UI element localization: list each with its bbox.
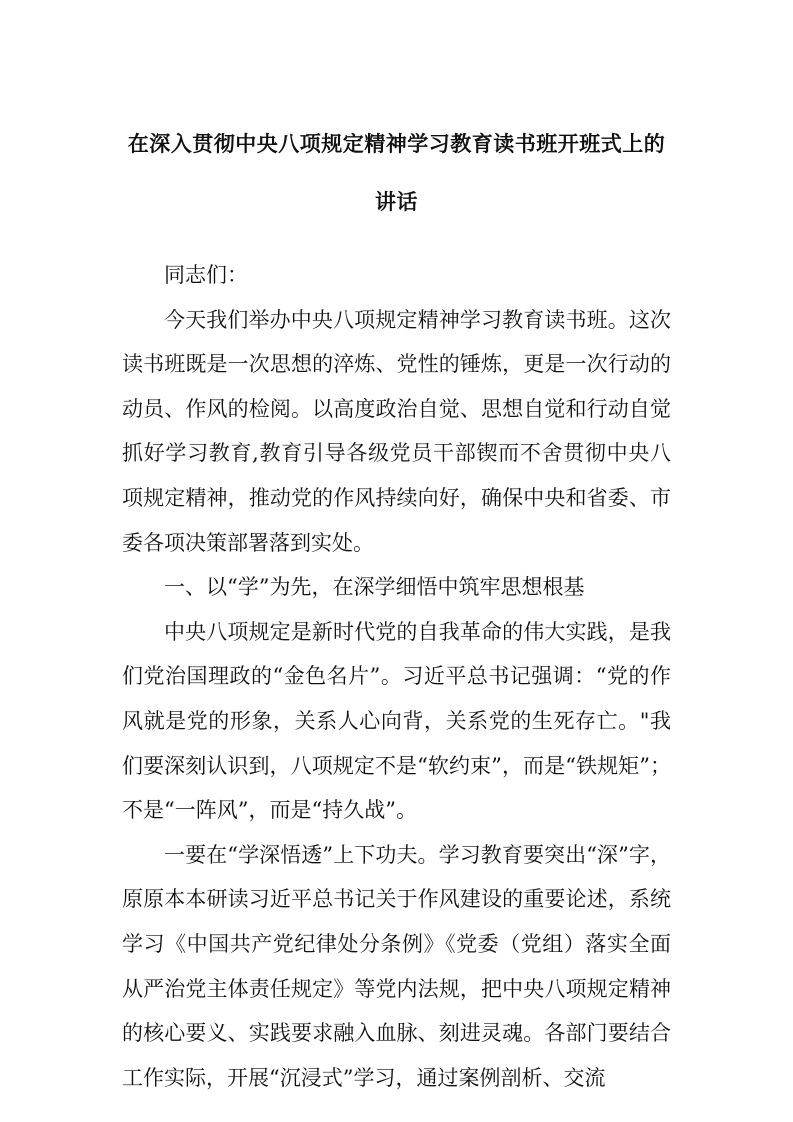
salutation-paragraph: 同志们： — [164, 263, 248, 287]
section-heading-1: 一、以“学”为先，在深学细悟中筑牢思想根基 — [164, 575, 585, 600]
body-paragraph-2: 一要在“学深悟透”上下功夫。学习教育要突出“深”字，原原本本研读习近平总书记关于作风建设的重要论述，系统学习《中国共产党纪律处分条例》《党委（党组）落实全面从严治党主体责任规定》等党内法规，把中央八项规定精神的核心要义、实践要求融入血脉、刻进灵魂。各部门要结合工作实际，开展“沉浸式”学习，通过案例剖析、交流 — [122, 842, 671, 1090]
document-body — [122, 253, 671, 1100]
document-title: 在深入贯彻中央八项规定精神学习教育读书班开班式上的讲话 — [127, 132, 666, 214]
intro-paragraph: 今天我们举办中央八项规定精神学习教育读书班。这次读书班既是一次思想的淬炼、党性的锤炼，更是一次行动的动员、作风的检阅。以高度政治自觉、思想自觉和行动自觉抓好学习教育,教育引导各级党员干部锲而不舍贯彻中央八项规定精神，推动党的作风持续向好，确保中央和省委、市委各项决策部署落到实处。 — [122, 307, 671, 555]
body-paragraph-1: 中央八项规定是新时代党的自我革命的伟大实践，是我们党治国理政的“金色名片”。习近平总书记强调：“党的作风就是党的形象，关系人心向背，关系党的生死存亡。"我们要深刻认识到，八项规定不是“软约束”，而是“铁规矩”；不是“一阵风”，而是“持久战”。 — [122, 619, 671, 823]
